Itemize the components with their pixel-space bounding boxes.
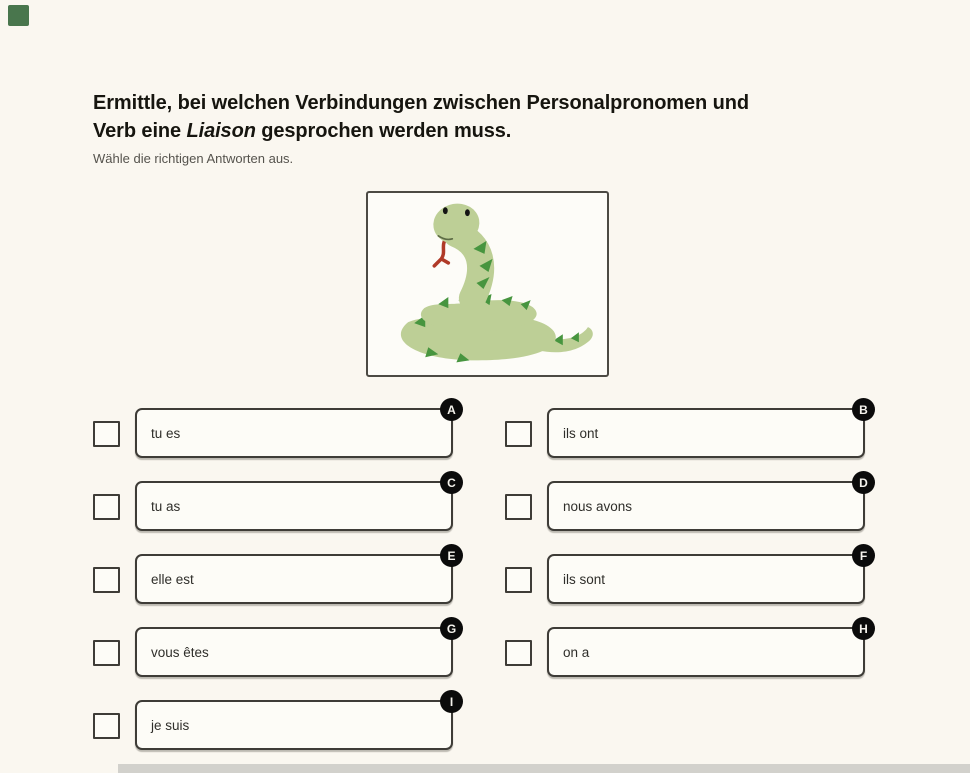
answer-box[interactable] — [135, 621, 457, 677]
answer-option-a — [93, 402, 456, 458]
checkbox[interactable] — [93, 567, 120, 593]
title-emphasis: Liaison — [186, 120, 256, 142]
answer-option-c — [93, 475, 456, 531]
answer-label: ils ont — [563, 425, 599, 441]
answer-box[interactable] — [135, 694, 454, 750]
checkbox[interactable] — [505, 421, 532, 447]
answer-label: nous avons — [563, 498, 633, 514]
answer-option-e — [93, 548, 456, 604]
answer-label: elle est — [151, 571, 194, 587]
snake-eye-left — [443, 207, 448, 214]
checkbox[interactable] — [505, 494, 532, 520]
letter-badge: D — [852, 471, 875, 494]
task-title-line1: Ermittle, bei welchen Verbindungen zwischen Personalpronomen und — [93, 92, 749, 114]
answer-box[interactable] — [135, 475, 456, 531]
answer-box[interactable] — [135, 402, 456, 458]
checkbox[interactable] — [505, 640, 532, 666]
checkbox[interactable] — [93, 640, 120, 666]
answer-option-d — [505, 475, 868, 531]
answer-option-b — [505, 402, 868, 458]
answer-option-f — [505, 548, 868, 604]
letter-badge: H — [852, 617, 875, 640]
snake-eye-right — [465, 209, 470, 216]
letter-badge: G — [440, 617, 463, 640]
answer-option-i — [93, 694, 454, 750]
illustration-box — [366, 191, 609, 377]
letter-badge: F — [852, 544, 875, 567]
answer-box[interactable] — [547, 548, 868, 604]
answer-label: on a — [563, 644, 590, 660]
task-title — [93, 89, 903, 145]
bottom-bar — [118, 764, 970, 773]
letter-badge: B — [852, 398, 875, 421]
task-instruction: Wähle die richtigen Antworten aus. — [93, 151, 294, 166]
answer-box[interactable] — [547, 475, 868, 531]
answer-box[interactable] — [547, 621, 868, 677]
answer-option-h — [505, 621, 868, 677]
answer-label: je suis — [151, 717, 190, 733]
letter-badge: C — [440, 471, 463, 494]
letter-badge: I — [440, 690, 463, 713]
answer-box[interactable] — [135, 548, 456, 604]
answer-label: tu es — [151, 425, 181, 441]
checkbox[interactable] — [93, 421, 120, 447]
letter-badge: E — [440, 544, 463, 567]
corner-accent — [8, 5, 29, 26]
answer-label: tu as — [151, 498, 181, 514]
answer-option-g — [93, 621, 457, 677]
answer-label: ils sont — [563, 571, 606, 587]
answer-box[interactable] — [547, 402, 868, 458]
snake-illustration — [368, 193, 607, 375]
checkbox[interactable] — [93, 713, 120, 739]
letter-badge: A — [440, 398, 463, 421]
checkbox[interactable] — [505, 567, 532, 593]
checkbox[interactable] — [93, 494, 120, 520]
task-title-line2: Verb eine Liaison gesprochen werden muss. — [93, 120, 512, 142]
answer-label: vous êtes — [151, 644, 209, 660]
